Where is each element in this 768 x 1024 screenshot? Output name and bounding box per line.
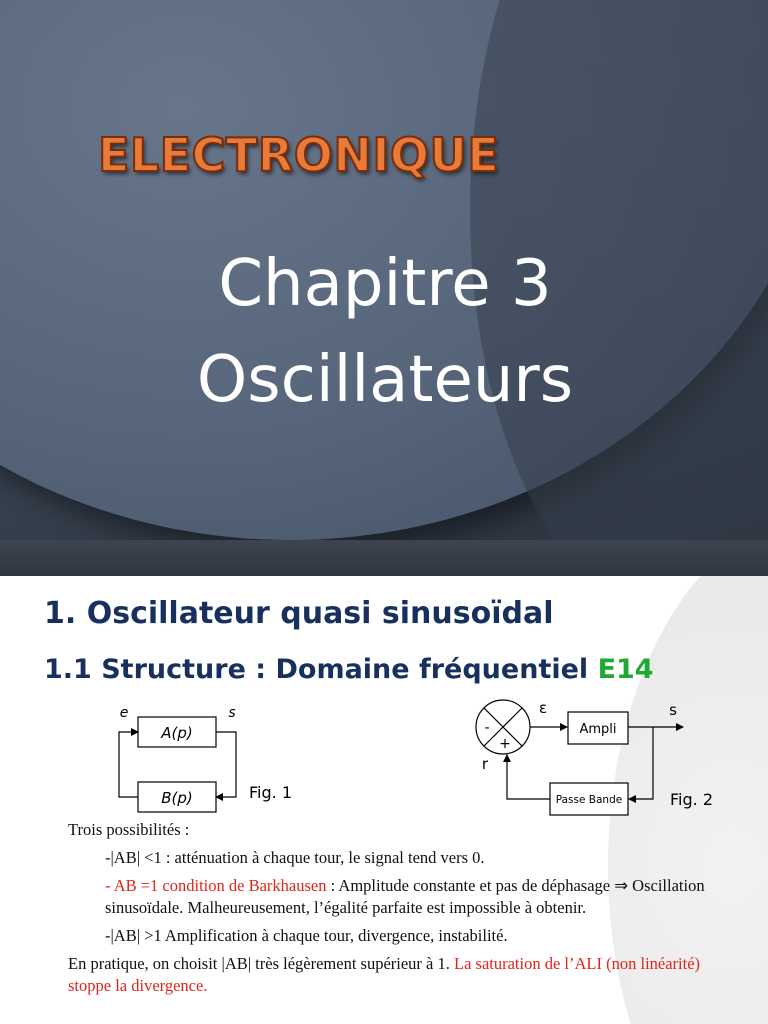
- conclusion-saturation: La saturation de l’ALI (non linéarité) stoppe la divergence.: [68, 954, 701, 995]
- slide-decor-bottom-band: [0, 540, 768, 576]
- case-barkhausen: [68, 875, 728, 919]
- exercise-code: E14: [597, 654, 654, 685]
- intro-line: Trois possibilités :: [68, 820, 190, 839]
- conclusion: [68, 953, 728, 997]
- fig1-label-s: s: [228, 705, 236, 721]
- fig1-forward-wire: [216, 732, 236, 797]
- fig2-label-s: s: [669, 701, 677, 719]
- fig1-diagram: [119, 705, 292, 812]
- fig1-block-a-label: A(p): [161, 724, 193, 742]
- fig2-diagram: [476, 699, 713, 815]
- conclusion-text: En pratique, on choisit |AB| très légèrement supérieur à 1.: [68, 954, 454, 973]
- barkhausen-description: : Amplitude constante et pas de déphasage ⇒ Oscillation sinusoïdale. Malheureusement, l’égalité parfaite est impossible à obtenir.: [105, 876, 705, 917]
- subsection-title: 1.1 Structure : Domaine fréquentiel: [44, 654, 589, 685]
- content-slide: [0, 576, 768, 1024]
- fig1-label-e: e: [119, 705, 129, 721]
- chapter-title: [150, 236, 620, 428]
- fig2-plus: +: [499, 736, 511, 752]
- chapter-topic: Oscillateurs: [196, 343, 574, 417]
- fig2-label-r: r: [481, 755, 489, 773]
- fig2-ampli-label: Ampli: [579, 722, 617, 737]
- fig2-minus: -: [484, 720, 490, 736]
- chapter-number: Chapitre 3: [218, 247, 552, 321]
- fig2-caption: Fig. 2: [670, 790, 713, 809]
- fig2-label-epsilon: ε: [538, 699, 548, 717]
- fig2-feedback-wire: [629, 727, 653, 799]
- fig1-caption: Fig. 1: [249, 783, 292, 802]
- barkhausen-condition: - AB =1 condition de Barkhausen: [105, 876, 327, 895]
- fig1-feedback-wire: [119, 732, 138, 797]
- case-amplification: -|AB| >1 Amplification à chaque tour, divergence, instabilité.: [105, 926, 508, 945]
- fig2-filter-label: Passe Bande: [555, 794, 623, 806]
- fig2-return-wire: [507, 755, 550, 799]
- course-title: ELECTRONIQUE: [98, 128, 500, 182]
- explanation-text: [68, 819, 728, 997]
- case-attenuation: -|AB| <1 : atténuation à chaque tour, le signal tend vers 0.: [105, 848, 485, 867]
- section-heading: 1. Oscillateur quasi sinusoïdal: [44, 596, 554, 631]
- fig1-block-b-label: B(p): [161, 789, 193, 807]
